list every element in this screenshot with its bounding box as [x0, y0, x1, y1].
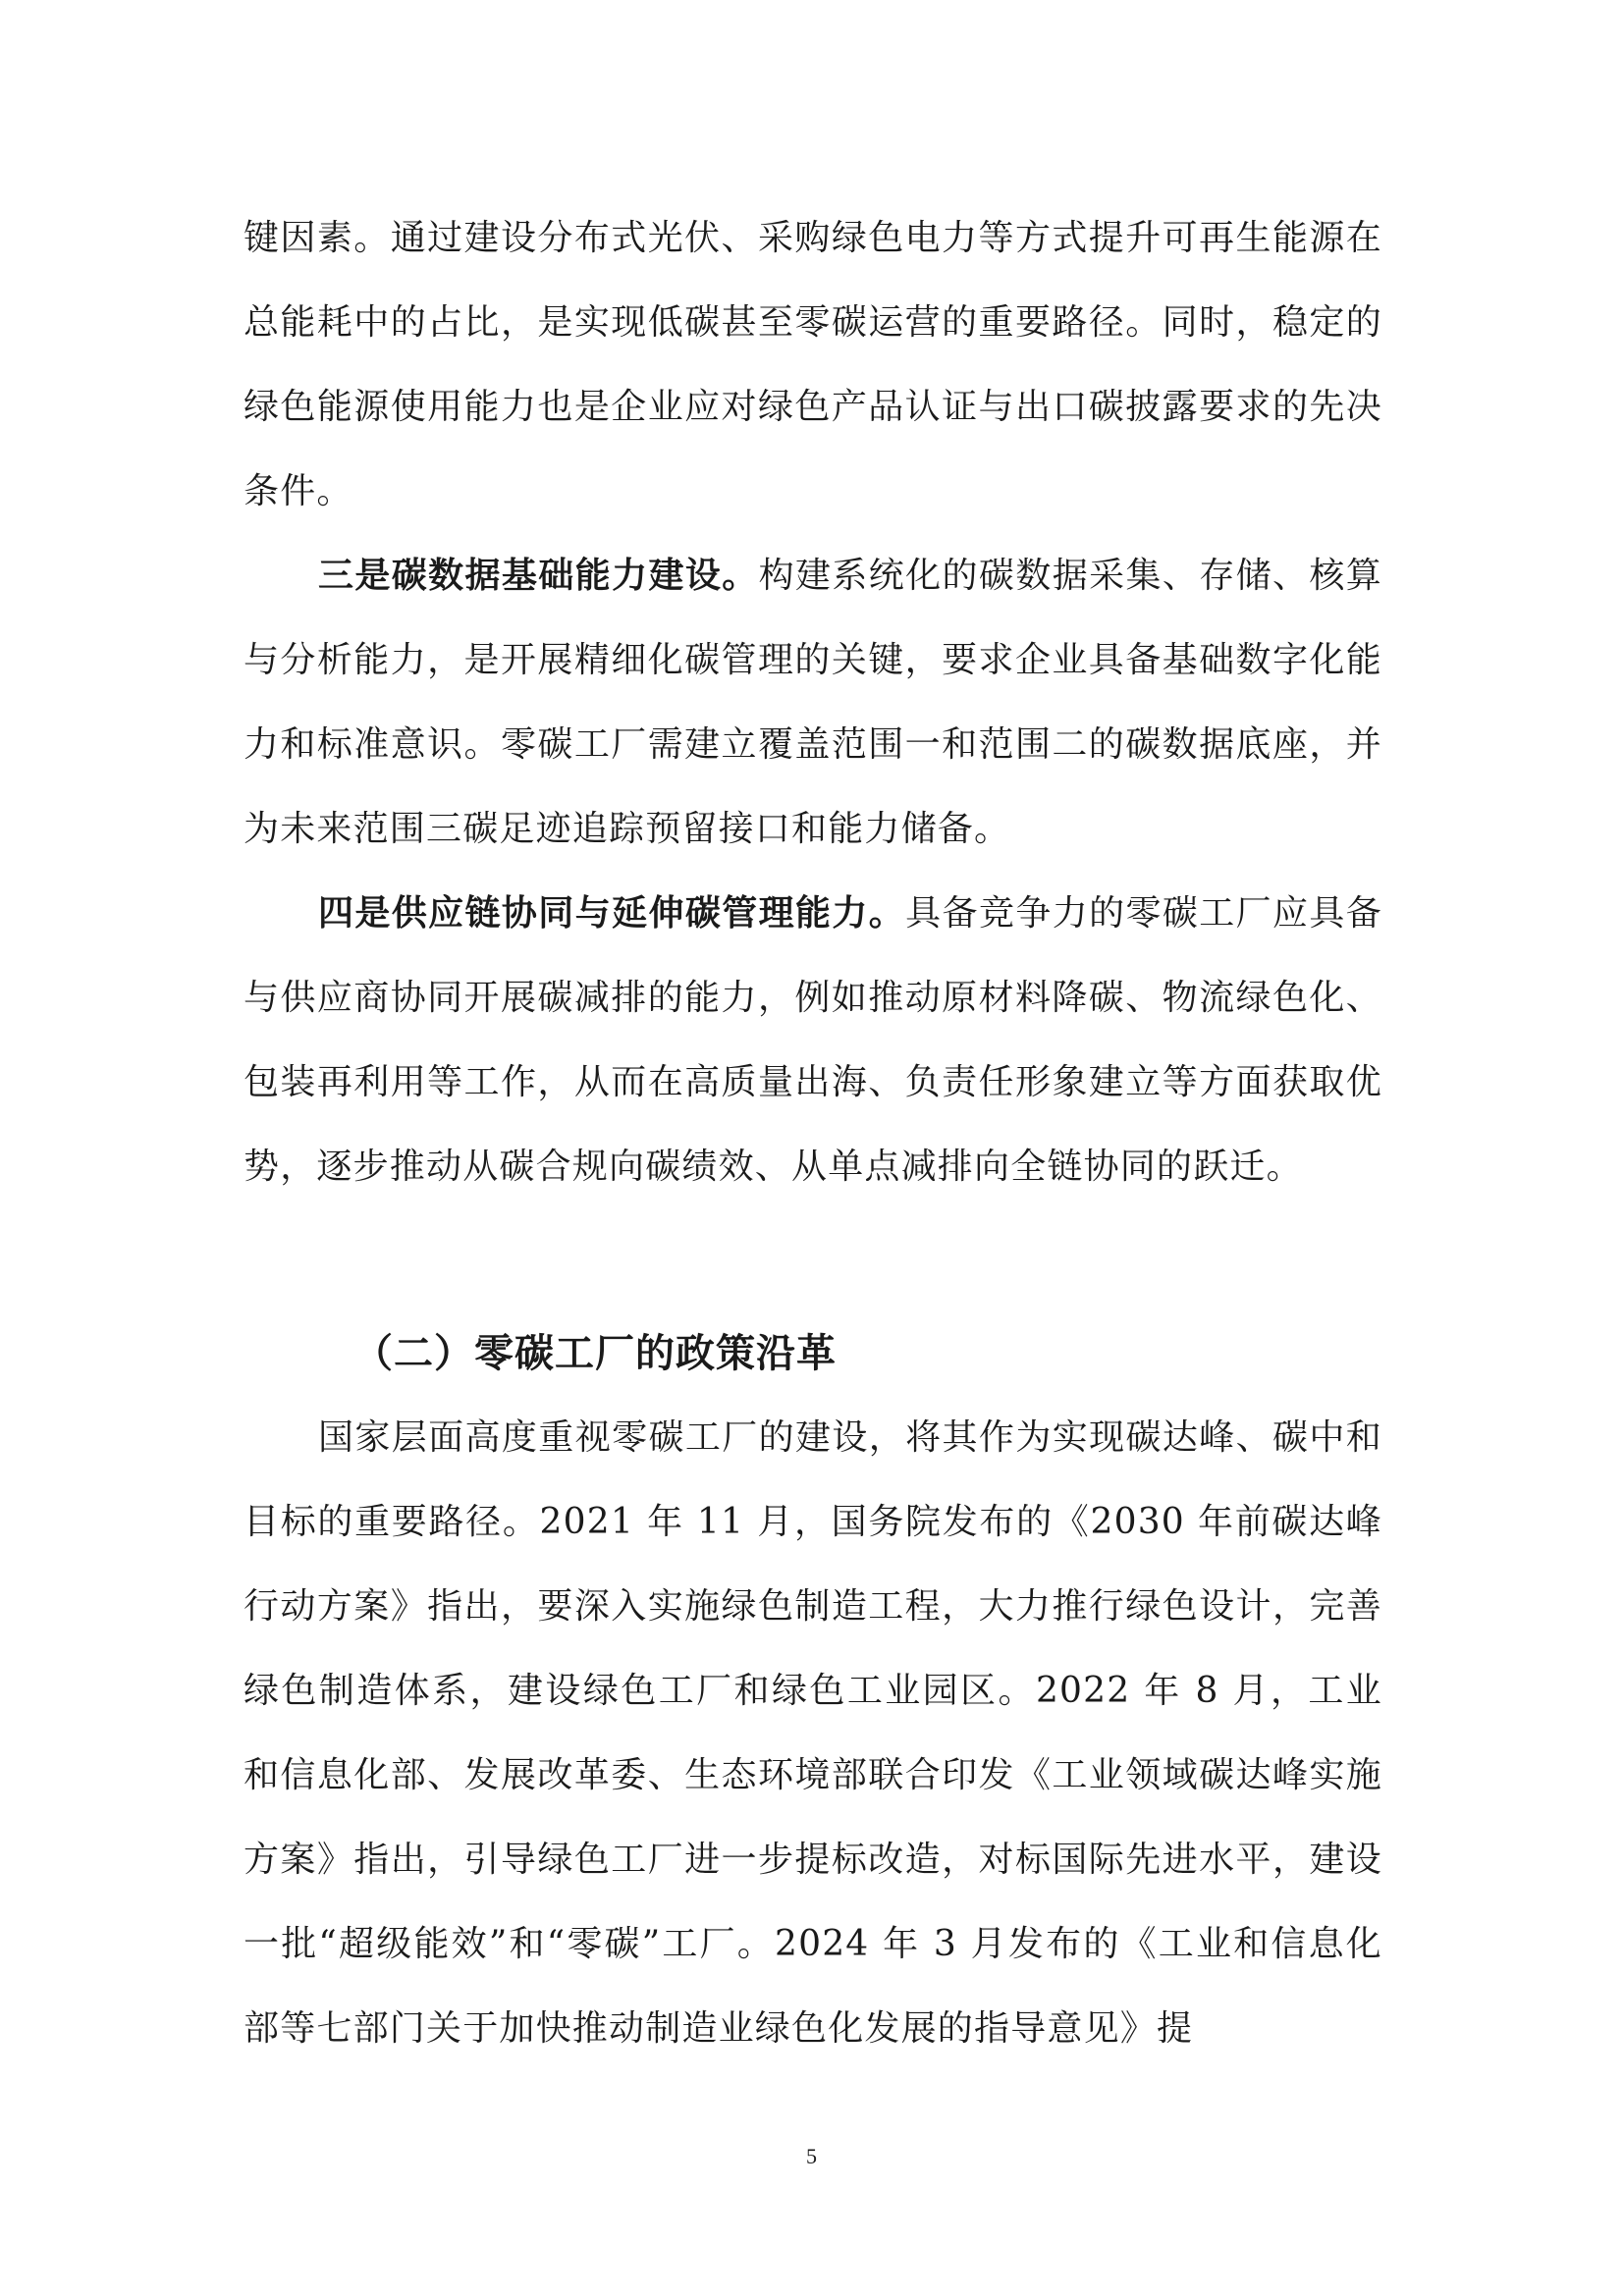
paragraph-lead-heading: 四是供应链协同与延伸碳管理能力。: [318, 893, 906, 934]
paragraph-text: 国家层面高度重视零碳工厂的建设，将其作为实现碳达峰、碳中和目标的重要路径。2021 年 11 月，国务院发布的《2030 年前碳达峰行动方案》指出，要深入实施绿色制造工程，大力推行绿色设计，完善绿色制造体系，建设绿色工厂和绿色工业园区。2022 年 8 月，工业和信息化部、发展改革委、生态环境部联合印发《工业领域碳达峰实施方案》指出，引导绿色工厂进一步提标改造，对标国际先进水平，建设一批“超级能效”和“零碳”工厂。2024 年 3 月发布的《工业和信息化部等七部门关于加快推动制造业绿色化发展的指导意见》提: [243, 1417, 1382, 2049]
page-number: 5: [806, 2144, 817, 2168]
paragraph-text: 具备竞争力的零碳工厂应具备与供应商协同开展碳减排的能力，例如推动原材料降碳、物流绿色化、包装再利用等工作，从而在高质量出海、负责任形象建立等方面获取优势，逐步推动从碳合规向碳绩效、从单点减排向全链协同的跃迁。: [243, 893, 1382, 1187]
section-heading: （二）零碳工厂的政策沿革: [353, 1331, 837, 1376]
paragraph-text: 构建系统化的碳数据采集、存储、核算与分析能力，是开展精细化碳管理的关键，要求企业具备基础数字化能力和标准意识。零碳工厂需建立覆盖范围一和范围二的碳数据底座，并为未来范围三碳足迹追踪预留接口和能力储备。: [243, 556, 1382, 849]
paragraph-supply-chain: [243, 872, 1382, 1209]
paragraph-text: 键因素。通过建设分布式光伏、采购绿色电力等方式提升可再生能源在总能耗中的占比，是实现低碳甚至零碳运营的重要路径。同时，稳定的绿色能源使用能力也是企业应对绿色产品认证与出口碳披露要求的先决条件。: [243, 218, 1382, 511]
paragraph-policy-history: [243, 1396, 1382, 2071]
paragraph-carbon-data: [243, 534, 1382, 872]
paragraph-green-energy-continued: [243, 196, 1382, 534]
paragraph-lead-heading: 三是碳数据基础能力建设。: [318, 556, 759, 596]
